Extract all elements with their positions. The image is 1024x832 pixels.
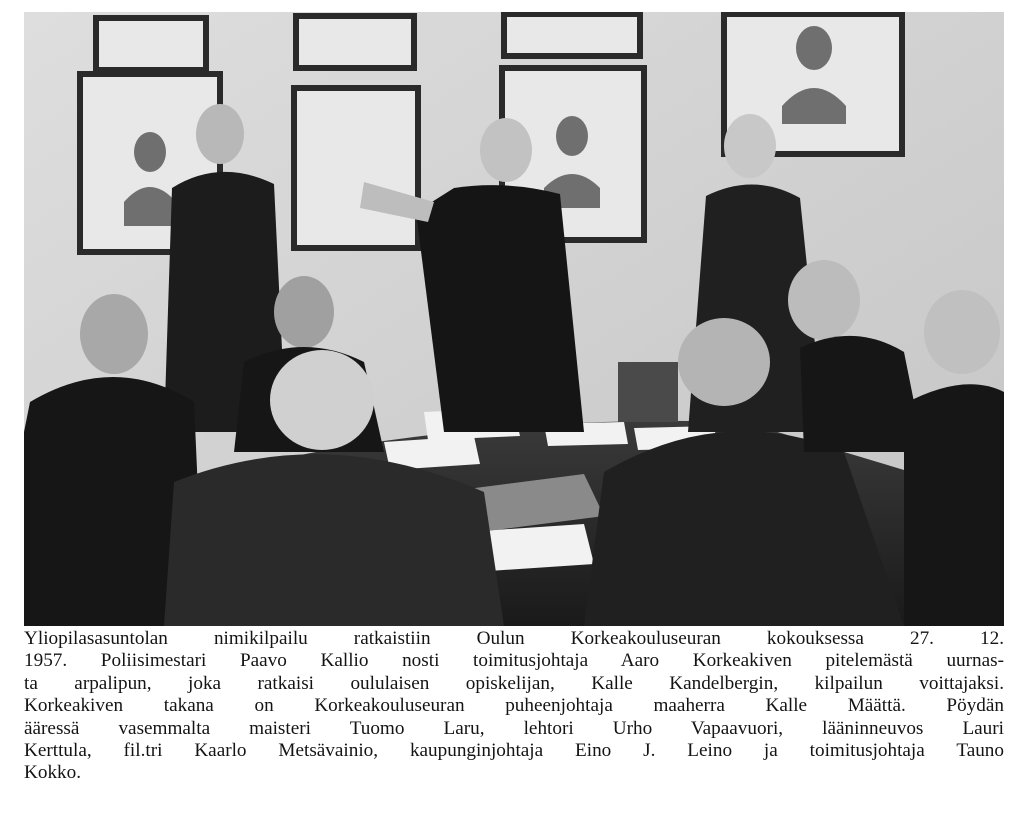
historical-photo <box>24 12 1004 626</box>
caption-line: Kokko. <box>24 762 82 784</box>
photo-caption <box>24 628 1004 785</box>
caption-line: Korkeakiven takana on Korkeakouluseuran puheenjohtaja maaherra Kalle Määttä. Pöydän <box>24 695 1004 717</box>
caption-line: ääressä vasemmalta maisteri Tuomo Laru, lehtori Urho Vapaavuori, lääninneuvos Lauri <box>24 717 1004 739</box>
caption-line: Yliopilasasuntolan nimikilpailu ratkaistiin Oulun Korkeakouluseuran kokouksessa 27. 12. <box>24 628 1004 649</box>
caption-line: ta arpalipun, joka ratkaisi oululaisen opiskelijan, Kalle Kandelbergin, kilpailun voittajaksi. <box>24 672 1004 694</box>
caption-line: Kerttula, fil.tri Kaarlo Metsävainio, kaupunginjohtaja Eino J. Leino ja toimitusjohtaja Tauno <box>24 739 1004 761</box>
caption-line: 1957. Poliisimestari Paavo Kallio nosti toimitusjohtaja Aaro Korkeakiven pitelemästä uurnas- <box>24 650 1004 672</box>
